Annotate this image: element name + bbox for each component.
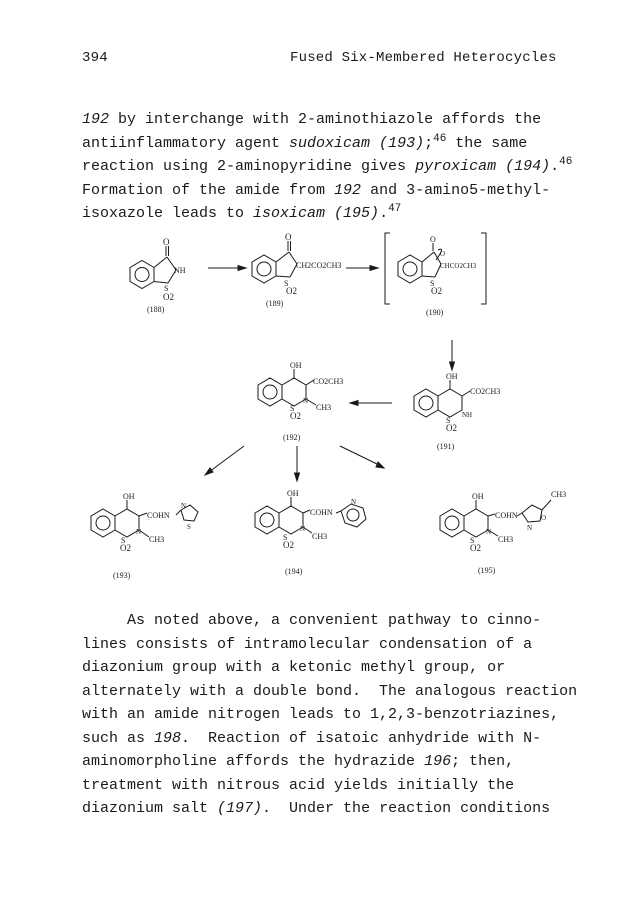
atom-oh: OH [123,492,135,501]
reaction-arrow [205,446,244,475]
atom-nh: NH [174,266,186,275]
reaction-arrow [340,446,384,468]
substituent-ch3: CH3 [316,403,332,412]
text-run: and 3-amino5-methyl- [361,181,551,199]
atom-s: S [284,279,289,288]
structure-194 [255,489,366,550]
text-run: reaction using 2-aminopyridine gives [82,158,416,175]
atom-s: S [470,536,475,545]
atom-n: N [351,498,357,506]
reaction-arrow [346,266,378,271]
compound-ref: (197) [217,800,263,817]
structure-189 [252,232,341,296]
text-run: . Reaction of isatoic anhydride with N- [181,729,542,747]
reaction-arrow [295,446,300,481]
atom-n: N [486,528,492,536]
drug-name: isoxicam (195) [253,205,380,222]
amide-cohn: COHN [147,511,170,520]
structure-190 [398,235,477,296]
compound-ref: 192 [82,111,110,128]
compound-ref: 198 [154,729,182,747]
atom-o2: O2 [163,292,174,302]
text-line [82,797,602,821]
body-paragraph [82,609,602,821]
text-run: . [379,205,389,222]
text-run: the same [446,134,528,152]
text-run: . [550,158,560,175]
atom-n: N [136,528,142,536]
atom-s: S [430,279,435,288]
atom-s: S [446,416,451,425]
substituent-ch3: CH3 [149,535,165,544]
atom-o: O [285,232,292,242]
atom-o2: O2 [446,423,457,433]
text-run: ; then, [451,753,515,770]
amide-cohn: COHN [495,511,518,520]
substituent-co2ch3: CO2CH3 [313,377,344,386]
structure-195 [440,490,566,553]
structure-192 [258,361,343,421]
drug-name: pyroxicam (194) [415,158,551,175]
text-line [82,727,602,751]
substituent-ch2co2ch3: CH2CO2CH3 [296,261,342,270]
atom-o: O [430,235,436,244]
atom-o: O [440,250,446,258]
text-line: As noted above, a convenient pathway to cinno- [82,612,542,629]
atom-nh: NH [462,411,473,419]
text-line: treatment with nitrous acid yields initially the [82,776,515,794]
structure-188 [130,237,186,302]
atom-o: O [541,514,547,522]
atom-s: S [121,536,126,545]
citation: 46 [433,132,447,145]
page-number: 394 [82,50,108,66]
atom-o2: O2 [431,286,442,296]
compound-label-190: (190) [426,308,444,317]
drug-name: sudoxicam (193) [289,134,425,152]
text-run: . Under the reaction conditions [262,800,551,817]
atom-s: S [283,533,288,542]
text-run: diazonium salt [82,800,218,817]
atom-s: S [290,404,295,413]
citation: 46 [559,156,573,168]
compound-label-195: (195) [478,566,496,575]
text-line: diazonium group with a ketonic methyl group, or [82,659,506,676]
atom-s: S [187,523,191,531]
amide-cohn: COHN [310,508,333,517]
atom-s: S [164,284,169,293]
atom-o: O [163,237,170,247]
atom-o2: O2 [283,540,294,550]
atom-o2: O2 [120,543,131,553]
text-line: with an amide nitrogen leads to 1,2,3-benzotriazines, [82,706,560,723]
atom-oh: OH [290,361,302,370]
reaction-arrow [450,340,455,370]
citation: 47 [388,203,402,215]
substituent-ch3: CH3 [312,532,328,541]
substituent-ch3: CH3 [551,490,567,499]
atom-oh: OH [287,489,299,498]
atom-o2: O2 [470,543,481,553]
atom-n: N [303,397,309,405]
compound-ref: 192 [334,181,362,199]
text-run: isoxazole leads to [82,205,254,222]
text-line: alternately with a double bond. The analogous reaction [82,682,578,700]
compound-label-188: (188) [147,305,165,314]
compound-label-191: (191) [437,442,455,451]
compound-label-192: (192) [283,433,301,442]
text-line: lines consists of intramolecular condensation of a [82,635,533,653]
bracket-left [385,233,390,304]
text-run: antiinflammatory agent [82,134,290,152]
atom-oh: OH [472,492,484,501]
bracket-right [481,233,486,304]
compound-ref: 196 [424,753,452,770]
compound-label-193: (193) [113,571,131,580]
text-run: aminomorpholine affords the hydrazide [82,753,425,770]
text-run: such as [82,729,155,747]
atom-o2: O2 [286,286,297,296]
compound-label-194: (194) [285,567,303,576]
compound-label-189: (189) [266,299,284,308]
atom-n: N [527,524,533,532]
substituent-chco2ch3: CHCO2CH3 [440,262,477,270]
atom-o2: O2 [290,411,301,421]
text-run: by interchange with 2-aminothiazole affords the [109,111,542,128]
text-line [82,750,602,774]
running-title: Fused Six-Membered Heterocycles [290,50,557,66]
atom-n: N [181,502,187,510]
atom-n: N [300,525,306,533]
atom-oh: OH [446,372,458,381]
substituent-ch3: CH3 [498,535,514,544]
structure-191 [414,372,500,433]
reaction-arrow [208,266,246,271]
text-run: ; [424,134,434,152]
structure-193 [91,492,198,553]
text-run: Formation of the amide from [82,181,335,199]
substituent-co2ch3: CO2CH3 [470,387,501,396]
reaction-arrow [350,401,392,406]
